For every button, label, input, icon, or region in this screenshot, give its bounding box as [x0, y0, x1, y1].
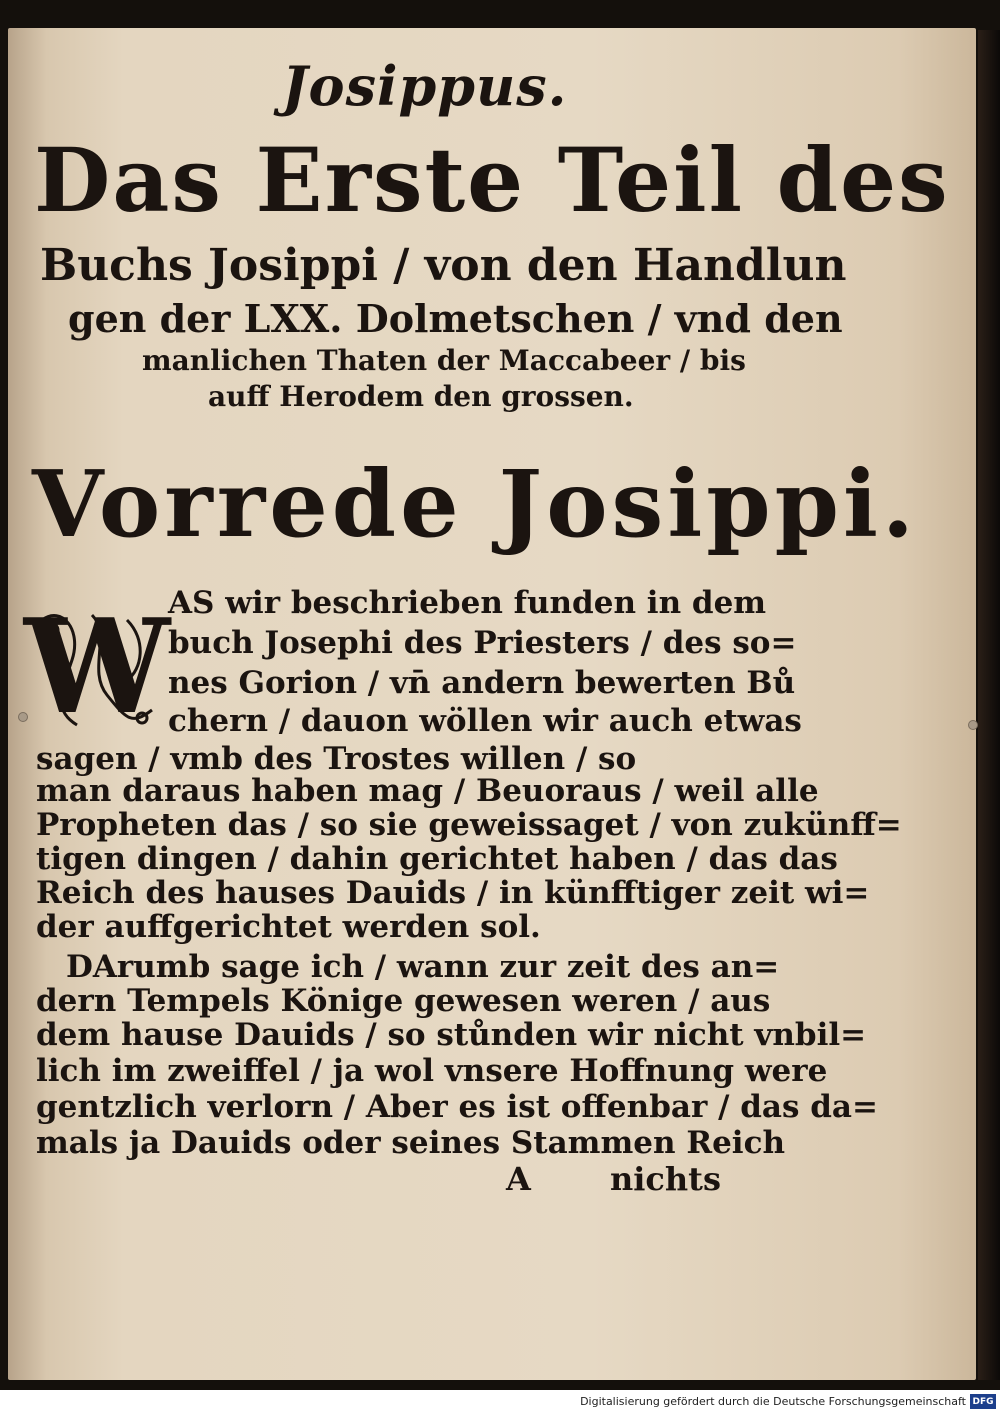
- section-title: Vorrede Josippi.: [32, 450, 918, 558]
- body-line: lich im zweiffel / ja wol vnsere Hoffnung were: [36, 1053, 828, 1089]
- footer-credit: Digitalisierung gefördert durch die Deutsche Forschungsgemeinschaft: [580, 1395, 966, 1408]
- body-line: chern / dauon wöllen wir auch etwas: [168, 703, 802, 739]
- initial-letter: W: [24, 590, 170, 743]
- signature-mark: A: [506, 1160, 531, 1198]
- subtitle-line: manlichen Thaten der Maccabeer / bis: [142, 344, 746, 377]
- body-line: buch Josephi des Priesters / des so=: [168, 625, 797, 661]
- body-line: gentzlich verlorn / Aber es ist offenbar / das da=: [36, 1089, 878, 1125]
- dfg-logo-icon[interactable]: DFG: [970, 1394, 996, 1409]
- body-line: dern Tempels Könige gewesen weren / aus: [36, 983, 771, 1019]
- body-line: nes Gorion / vn̄ andern bewerten Bů: [168, 665, 796, 701]
- body-line: DArumb sage ich / wann zur zeit des an=: [66, 949, 780, 985]
- subtitle-line: auff Herodem den grossen.: [208, 380, 634, 413]
- body-line: mals ja Dauids oder seines Stammen Reich: [36, 1125, 785, 1161]
- footer-bar: [0, 1390, 1000, 1414]
- body-line: tigen dingen / dahin gerichtet haben / das das: [36, 841, 838, 877]
- body-line: sagen / vmb des Trostes willen / so: [36, 741, 637, 777]
- running-title: Josippus.: [282, 54, 568, 118]
- main-title: Das Erste Teil des: [34, 128, 950, 232]
- body-line: Propheten das / so sie geweissaget / von zukünff=: [36, 807, 902, 843]
- book-edge: [978, 30, 1000, 1380]
- body-line: AS wir beschrieben funden in dem: [168, 585, 767, 621]
- body-line: dem hause Dauids / so stůnden wir nicht vnbil=: [36, 1017, 867, 1053]
- subtitle-line: Buchs Josippi / von den Handlun: [40, 240, 847, 291]
- decorated-initial: [24, 590, 170, 743]
- binding-mark: [968, 720, 978, 730]
- body-line: man daraus haben mag / Beuoraus / weil alle: [36, 773, 819, 809]
- subtitle-line: gen der LXX. Dolmetschen / vnd den: [68, 296, 843, 341]
- body-line: Reich des hauses Dauids / in künfftiger zeit wi=: [36, 875, 870, 911]
- body-line: der auffgerichtet werden sol.: [36, 909, 541, 945]
- catchword: nichts: [610, 1160, 721, 1198]
